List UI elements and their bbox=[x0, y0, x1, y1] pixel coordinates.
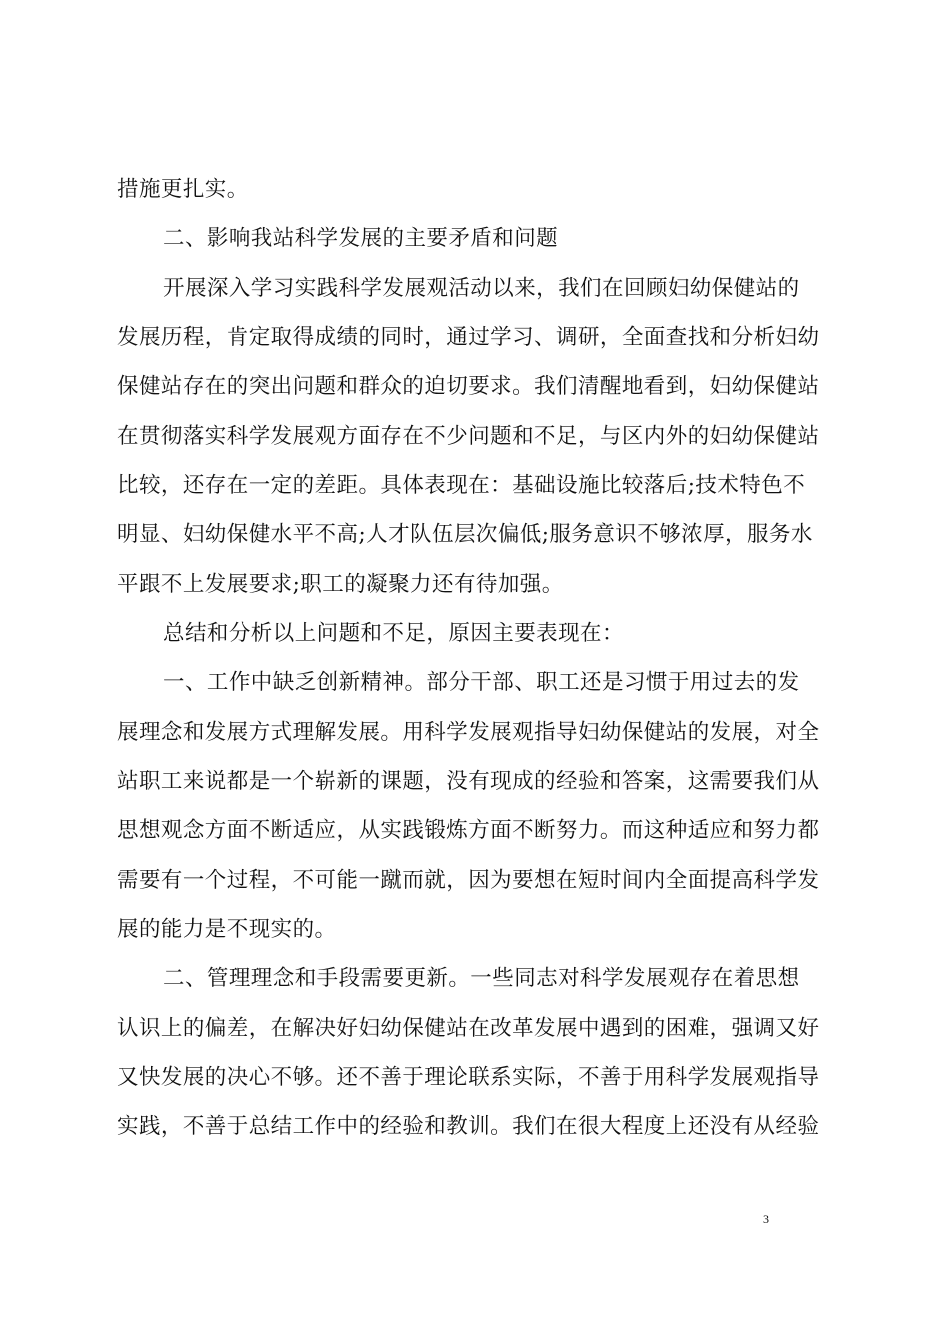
text-line-4: 发展历程，肯定取得成绩的同时，通过学习、调研，全面查找和分析妇幼 bbox=[117, 325, 820, 350]
text-line-14: 思想观念方面不断适应，从实践锻炼方面不断努力。而这种适应和努力都 bbox=[117, 818, 820, 843]
text-line-9: 平跟不上发展要求;职工的凝聚力还有待加强。 bbox=[117, 572, 564, 597]
text-line-8: 明显、妇幼保健水平不高;人才队伍层次偏低;服务意识不够浓厚，服务水 bbox=[117, 522, 813, 547]
text-line-15: 需要有一个过程，不可能一蹴而就，因为要想在短时间内全面提高科学发 bbox=[117, 868, 820, 893]
text-line-1: 措施更扎实。 bbox=[117, 177, 249, 202]
text-line-11: 一、工作中缺乏创新精神。部分干部、职工还是习惯于用过去的发 bbox=[163, 670, 800, 695]
text-line-18: 认识上的偏差，在解决好妇幼保健站在改革发展中遇到的困难，强调又好 bbox=[117, 1016, 820, 1041]
text-line-20: 实践，不善于总结工作中的经验和教训。我们在很大程度上还没有从经验 bbox=[117, 1114, 820, 1139]
text-line-10: 总结和分析以上问题和不足，原因主要表现在： bbox=[163, 621, 624, 646]
text-line-7: 比较，还存在一定的差距。具体表现在：基础设施比较落后;技术特色不 bbox=[117, 473, 806, 498]
section-heading-2: 二、影响我站科学发展的主要矛盾和问题 bbox=[163, 226, 559, 251]
text-line-6: 在贯彻落实科学发展观方面存在不少问题和不足，与区内外的妇幼保健站 bbox=[117, 424, 820, 449]
text-line-12: 展理念和发展方式理解发展。用科学发展观指导妇幼保健站的发展，对全 bbox=[117, 720, 820, 745]
text-line-5: 保健站存在的突出问题和群众的迫切要求。我们清醒地看到，妇幼保健站 bbox=[117, 374, 820, 399]
text-line-19: 又快发展的决心不够。还不善于理论联系实际，不善于用科学发展观指导 bbox=[117, 1065, 820, 1090]
text-line-16: 展的能力是不现实的。 bbox=[117, 917, 337, 942]
page-number: 3 bbox=[763, 1212, 769, 1226]
text-line-3: 开展深入学习实践科学发展观活动以来，我们在回顾妇幼保健站的 bbox=[163, 276, 800, 301]
text-line-17: 二、管理理念和手段需要更新。一些同志对科学发展观存在着思想 bbox=[163, 966, 800, 991]
text-line-13: 站职工来说都是一个崭新的课题，没有现成的经验和答案，这需要我们从 bbox=[117, 769, 820, 794]
